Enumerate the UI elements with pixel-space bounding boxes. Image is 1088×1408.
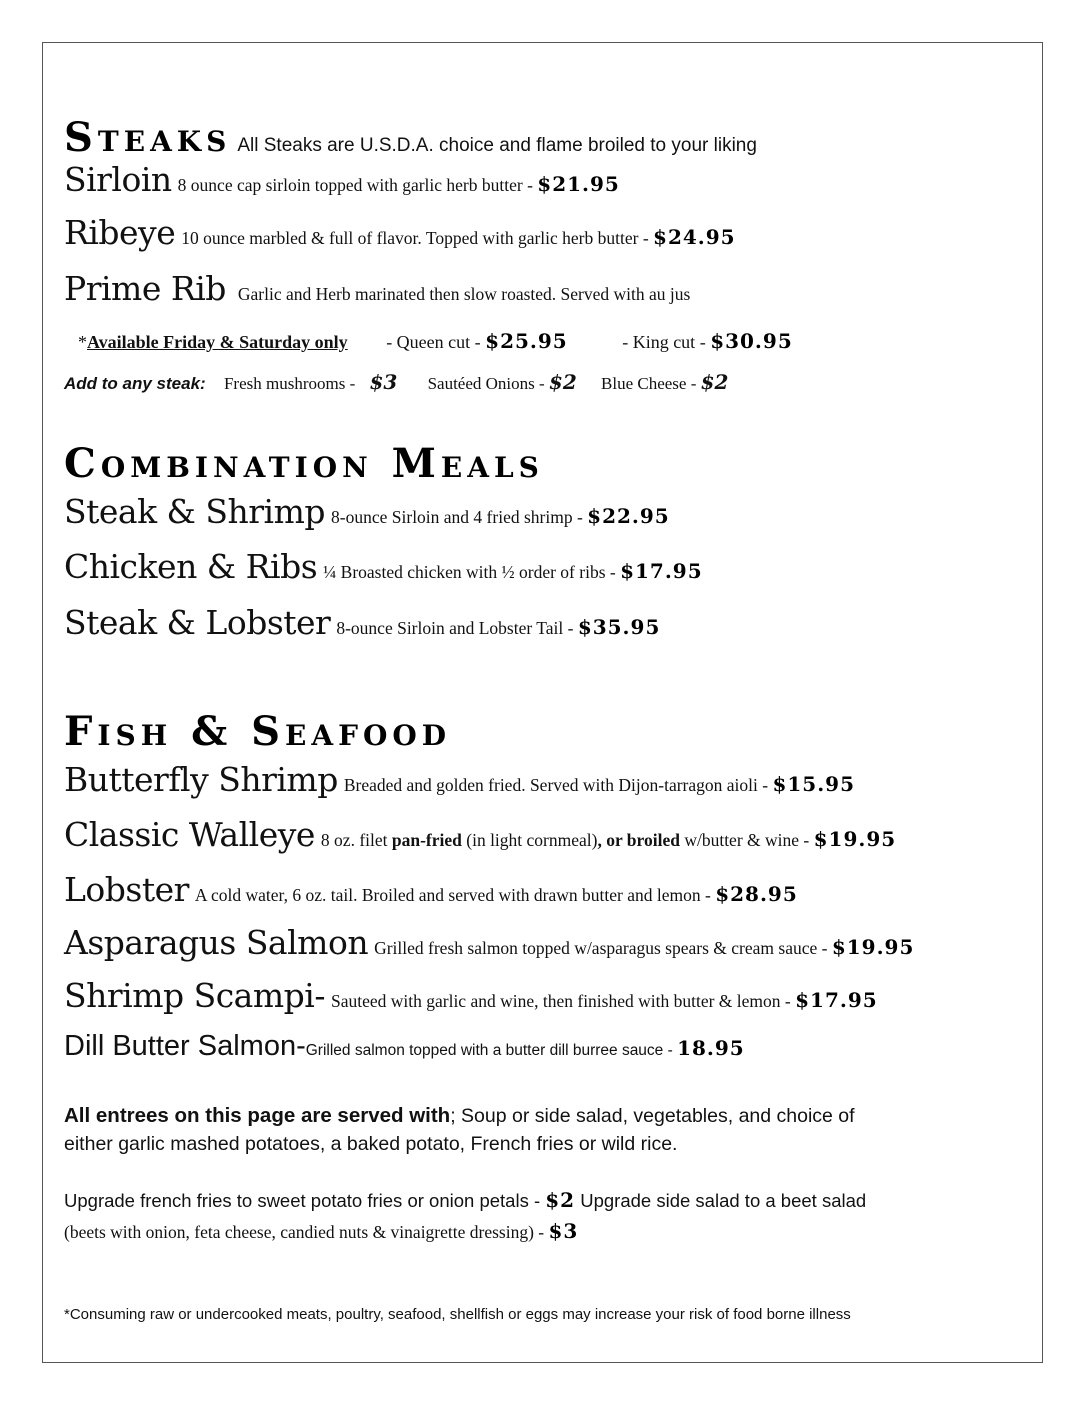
menu-item-asparagus-salmon [64, 923, 914, 962]
upgrades-line-2 [64, 1219, 578, 1243]
prime-rib-cuts [78, 329, 793, 353]
menu-item-shrimp-scampi [64, 976, 878, 1015]
food-safety-disclaimer: *Consuming raw or undercooked meats, poultry, seafood, shellfish or eggs may increase your risk of food borne illness [64, 1306, 851, 1323]
item-name: Dill Butter Salmon- [64, 1030, 306, 1062]
combination-title: Combination Meals [64, 440, 544, 487]
entrees-rest: either garlic mashed potatoes, a baked potato, French fries or wild rice. [64, 1133, 678, 1155]
beet-salad-price: $3 [548, 1219, 579, 1243]
availability-note: Available Friday & Saturday only [87, 332, 348, 352]
item-name: Asparagus Salmon [64, 923, 369, 962]
menu-item-classic-walleye [64, 815, 896, 854]
seafood-heading-row [64, 708, 452, 755]
item-price: $24.95 [653, 225, 736, 249]
entrees-rest: ; Soup or side salad, vegetables, and choice of [450, 1105, 855, 1127]
menu-item-prime-rib [64, 269, 690, 308]
addon-blue-cheese-price: $2 [700, 370, 729, 394]
item-price: $35.95 [577, 615, 661, 639]
item-price: $17.95 [620, 559, 703, 583]
item-desc: 8-ounce Sirloin and 4 fried shrimp - [331, 507, 588, 527]
item-desc: 8 oz. filet [320, 830, 392, 850]
menu-item-butterfly-shrimp [64, 760, 855, 799]
queen-cut-price: $25.95 [485, 329, 568, 353]
item-price: $28.95 [715, 882, 798, 906]
addons-label: Add to any steak: [64, 374, 206, 393]
menu-item-ribeye [64, 213, 736, 252]
item-desc: Grilled fresh salmon topped w/asparagus spears & cream sauce - [374, 938, 832, 958]
addon-onions-price: $2 [548, 370, 577, 394]
item-price: $19.95 [831, 935, 915, 959]
asterisk: * [78, 332, 87, 352]
beet-salad-desc: (beets with onion, feta cheese, candied nuts & vinaigrette dressing) - [64, 1222, 549, 1242]
item-desc: ¼ Broasted chicken with ½ order of ribs - [323, 562, 621, 582]
seafood-title: Fish & Seafood [64, 708, 452, 755]
king-cut-label: - King cut - [622, 332, 711, 352]
item-name: Steak & Lobster [64, 603, 331, 642]
addon-mushrooms: Fresh mushrooms - [223, 374, 360, 393]
addon-blue-cheese: Blue Cheese - [601, 374, 701, 393]
menu-item-lobster [64, 870, 798, 909]
item-price: $15.95 [772, 772, 856, 796]
item-name: Lobster [64, 870, 189, 909]
item-name: Chicken & Ribs [64, 547, 318, 586]
steak-addons [64, 370, 728, 394]
item-price: $19.95 [813, 827, 897, 851]
king-cut-price: $30.95 [710, 329, 793, 353]
upgrades-line-1 [64, 1188, 866, 1212]
item-desc: 8 ounce cap sirloin topped with garlic herb butter - [177, 175, 538, 195]
item-desc: Grilled salmon topped with a butter dill burree sauce - [305, 1042, 678, 1059]
item-price: $17.95 [795, 988, 878, 1012]
item-name: Classic Walleye [64, 815, 315, 854]
item-desc-bold: , or broiled [597, 830, 680, 850]
steaks-note: All Steaks are U.S.D.A. choice and flame broiled to your liking [237, 135, 757, 156]
menu-item-chicken-ribs [64, 547, 703, 586]
item-name: Shrimp Scampi- [64, 976, 325, 1015]
menu-item-sirloin [64, 160, 620, 199]
item-desc: 8-ounce Sirloin and Lobster Tail - [336, 618, 578, 638]
item-price: $21.95 [537, 172, 620, 196]
item-price: 18.95 [677, 1036, 745, 1060]
item-desc: Breaded and golden fried. Served with Dijon-tarragon aioli - [343, 775, 773, 795]
addon-onions: Sautéed Onions - [427, 374, 549, 393]
upgrade-salad: Upgrade side salad to a beet salad [575, 1190, 867, 1211]
item-name: Steak & Shrimp [64, 492, 326, 531]
upgrade-fries: Upgrade french fries to sweet potato fries or onion petals - [64, 1190, 546, 1211]
item-price: $22.95 [587, 504, 670, 528]
item-name: Sirloin [64, 160, 172, 199]
queen-cut-label: - Queen cut - [386, 332, 486, 352]
combination-heading-row [64, 440, 544, 487]
item-desc: Garlic and Herb marinated then slow roasted. Served with au jus [237, 284, 691, 304]
item-desc: (in light cornmeal) [461, 830, 598, 850]
steaks-heading-row [64, 114, 757, 161]
entrees-lead: All entrees on this page are served with [64, 1104, 451, 1127]
item-desc: w/butter & wine - [679, 830, 814, 850]
item-name: Ribeye [64, 213, 176, 252]
steaks-title: Steaks [64, 114, 232, 161]
entrees-note-line-2 [64, 1133, 677, 1156]
item-desc-bold: pan-fried [391, 830, 462, 850]
item-desc: A cold water, 6 oz. tail. Broiled and served with drawn butter and lemon - [194, 885, 716, 905]
addon-mushrooms-price: $3 [369, 370, 398, 394]
item-name: Butterfly Shrimp [64, 760, 338, 799]
upgrade-fries-price: $2 [545, 1188, 576, 1212]
item-name: Prime Rib [64, 269, 226, 308]
item-desc: Sauteed with garlic and wine, then finished with butter & lemon - [330, 991, 796, 1011]
entrees-note-line-1 [64, 1104, 855, 1128]
menu-item-dill-butter-salmon [64, 1030, 745, 1063]
menu-item-steak-shrimp [64, 492, 670, 531]
menu-item-steak-lobster [64, 603, 660, 642]
item-desc: 10 ounce marbled & full of flavor. Topped with garlic herb butter - [181, 228, 654, 248]
